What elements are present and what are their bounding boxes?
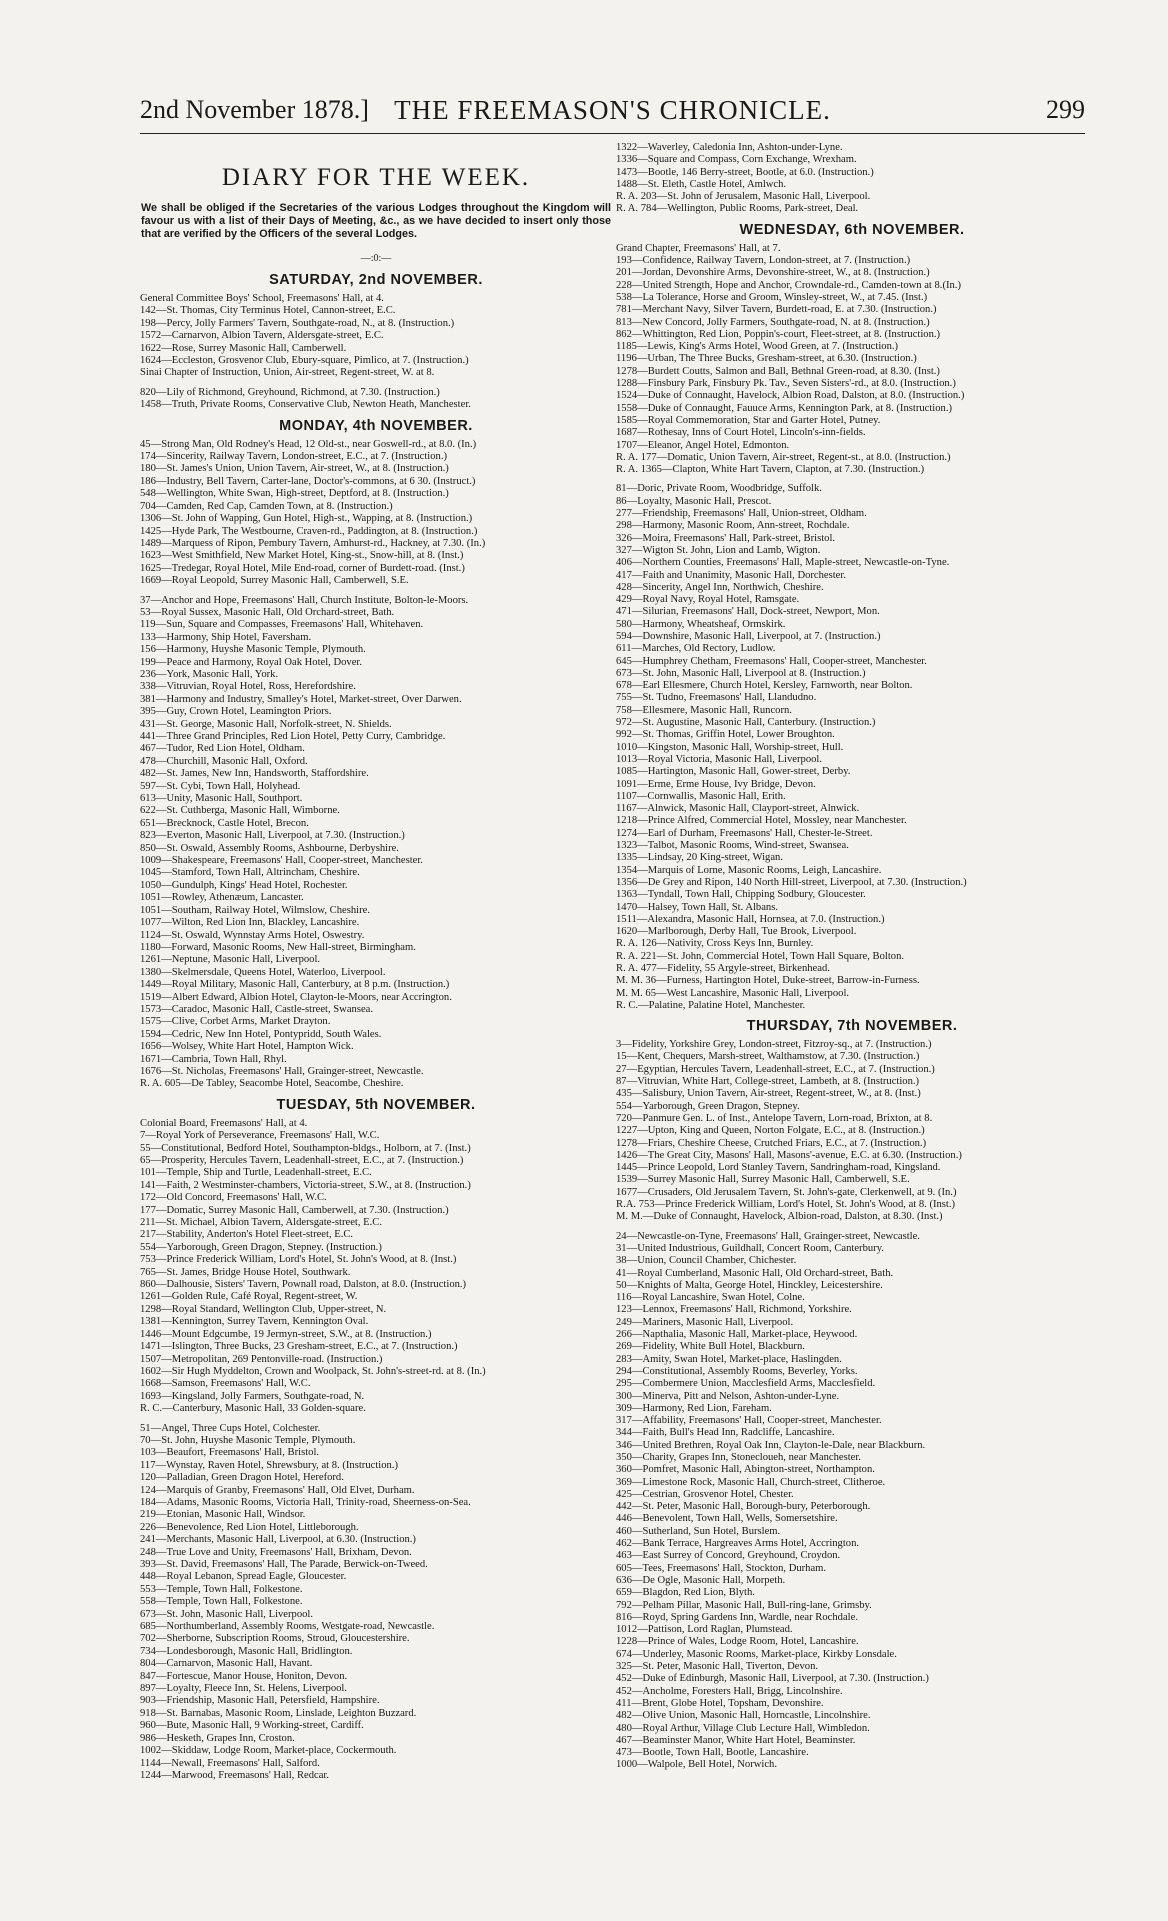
lodge-entry: General Committee Boys' School, Freemasons' Hall, at 4. <box>140 293 384 304</box>
lodge-entry: 960—Bute, Masonic Hall, 9 Working-street, Cardiff. <box>140 1720 364 1732</box>
lodge-entry: 425—Cestrian, Grosvenor Hotel, Chester. <box>616 1488 794 1500</box>
lodge-entry: 467—Tudor, Red Lion Hotel, Oldham. <box>140 743 305 755</box>
lodge-entry: 1676—St. Nicholas, Freemasons' Hall, Grainger-street, Newcastle. <box>140 1065 424 1077</box>
issue-date: 2nd November 1878.] <box>140 95 369 124</box>
lodge-entry: 1488—St. Eleth, Castle Hotel, Amlwch. <box>616 178 787 190</box>
lodge-entry: 452—Ancholme, Foresters Hall, Brigg, Lincolnshire. <box>616 1685 843 1697</box>
lodge-entry: 226—Benevolence, Red Lion Hotel, Littleborough. <box>140 1521 359 1533</box>
tuesday-entries <box>140 1118 612 1783</box>
lodge-entry: 266—Napthalia, Masonic Hall, Market-place, Heywood. <box>616 1329 858 1341</box>
lodge-entry: R.A. 753—Prince Frederick William, Lord's Hotel, St. John's Wood, at 8. (Inst.) <box>616 1199 956 1211</box>
lodge-entry: 50—Knights of Malta, George Hotel, Hinckley, Leicestershire. <box>616 1279 883 1291</box>
lodge-entry: 1573—Caradoc, Masonic Hall, Castle-street, Swansea. <box>140 1003 374 1015</box>
lodge-entry: 597—St. Cybi, Town Hall, Holyhead. <box>140 780 301 792</box>
lodge-entry: 294—Constitutional, Assembly Rooms, Beverley, Yorks. <box>616 1365 858 1377</box>
lodge-entry: 248—True Love and Unity, Freemasons' Hall, Brixham, Devon. <box>140 1546 412 1558</box>
lodge-entry: 1572—Carnarvon, Albion Tavern, Aldersgate-street, E.C. <box>140 330 384 342</box>
lodge-entry: R. A. 784—Wellington, Public Rooms, Park-street, Deal. <box>616 203 859 215</box>
lodge-entry: 219—Etonian, Masonic Hall, Windsor. <box>140 1509 306 1521</box>
lodge-entry: 753—Prince Frederick William, Lord's Hotel, St. John's Wood, at 8. (Inst.) <box>140 1254 457 1266</box>
header-rule <box>140 133 1085 134</box>
lodge-entry: R. C.—Canterbury, Masonic Hall, 33 Golden-square. <box>140 1403 366 1415</box>
lodge-entry: 53—Royal Sussex, Masonic Hall, Old Orchard-street, Bath. <box>140 606 395 618</box>
lodge-entry: 87—Vitruvian, White Hart, College-street, Lambeth, at 8. (Instruction.) <box>616 1076 920 1088</box>
lodge-entry: 580—Harmony, Wheatsheaf, Ormskirk. <box>616 618 786 630</box>
lodge-entry: 645—Humphrey Chetham, Freemasons' Hall, Cooper-street, Manchester. <box>616 655 927 667</box>
lodge-entry: 673—St. John, Masonic Hall, Liverpool at 8. (Instruction.) <box>616 667 866 679</box>
lodge-entry: 1671—Cambria, Town Hall, Rhyl. <box>140 1053 287 1065</box>
lodge-entry: 860—Dalhousie, Sisters' Tavern, Pownall road, Dalston, at 8.0. (Instruction.) <box>140 1279 467 1291</box>
lodge-entry: 24—Newcastle-on-Tyne, Freemasons' Hall, Grainger-street, Newcastle. <box>616 1230 920 1242</box>
lodge-entry: 678—Earl Ellesmere, Church Hotel, Kersley, Farnworth, near Bolton. <box>616 680 913 692</box>
lodge-entry: 1306—St. John of Wapping, Gun Hotel, High-st., Wapping, at 8. (Instruction.) <box>140 513 473 525</box>
lodge-entry: 897—Loyalty, Fleece Inn, St. Helens, Liverpool. <box>140 1683 348 1695</box>
lodge-entry: 184—Adams, Masonic Rooms, Victoria Hall, Trinity-road, Sheerness-on-Sea. <box>140 1496 471 1508</box>
lodge-entry: 1585—Royal Commemoration, Star and Garter Hotel, Putney. <box>616 414 881 426</box>
lodge-entry: 482—Olive Union, Masonic Hall, Horncastle, Lincolnshire. <box>616 1710 871 1722</box>
lodge-entry: 1278—Burdett Coutts, Salmon and Ball, Bethnal Green-road, at 8.30. (Inst.) <box>616 365 940 377</box>
lodge-entry: 986—Hesketh, Grapes Inn, Croston. <box>140 1732 295 1744</box>
lodge-entry: 636—De Ogle, Masonic Hall, Morpeth. <box>616 1574 786 1586</box>
lodge-entry: 1381—Kennington, Surrey Tavern, Kennington Oval. <box>140 1316 369 1328</box>
lodge-entry: 1228—Prince of Wales, Lodge Room, Hotel, Lancashire. <box>616 1636 859 1648</box>
lodge-entry: 360—Pomfret, Masonic Hall, Abington-street, Northampton. <box>616 1464 875 1476</box>
lodge-entry: 123—Lennox, Freemasons' Hall, Richmond, Yorkshire. <box>616 1304 852 1316</box>
lodge-entry: 211—St. Michael, Albion Tavern, Aldersgate-street, E.C. <box>140 1217 382 1229</box>
lodge-entry: 448—Royal Lebanon, Spread Eagle, Gloucester. <box>140 1571 347 1583</box>
lodge-entry: 558—Temple, Town Hall, Folkestone. <box>140 1596 303 1608</box>
lodge-entry: 344—Faith, Bull's Head Inn, Radcliffe, Lancashire. <box>616 1427 835 1439</box>
lodge-entry: 1010—Kingston, Masonic Hall, Worship-street, Hull. <box>616 741 844 753</box>
lodge-entry: 1668—Samson, Freemasons' Hall, W.C. <box>140 1378 311 1390</box>
lodge-entry: 325—St. Peter, Masonic Hall, Tiverton, Devon. <box>616 1661 819 1673</box>
group-spacer <box>616 1224 1088 1231</box>
lodge-entry: 1519—Albert Edward, Albion Hotel, Clayton-le-Moors, near Accrington. <box>140 991 452 1003</box>
lodge-entry: Colonial Board, Freemasons' Hall, at 4. <box>140 1117 308 1129</box>
lodge-entry: 1050—Gundulph, Kings' Head Hotel, Rochester. <box>140 879 348 891</box>
lodge-entry: 435—Salisbury, Union Tavern, Air-street, Regent-street, W., at 8. (Inst.) <box>616 1088 921 1100</box>
wednesday-entries <box>616 243 1088 1012</box>
lodge-entry: 622—St. Cuthberga, Masonic Hall, Wimborne. <box>140 805 340 817</box>
lodge-entry: 186—Industry, Bell Tavern, Carter-lane, Doctor's-commons, at 6 30. (Instruct.) <box>140 475 476 487</box>
lodge-entry: 1051—Rowley, Athenæum, Lancaster. <box>140 892 304 904</box>
group-spacer <box>140 380 612 387</box>
monday-entries <box>140 439 612 1091</box>
lodge-entry: 478—Churchill, Masonic Hall, Oxford. <box>140 755 308 767</box>
lodge-entry: 1677—Crusaders, Old Jerusalem Tavern, St. John's-gate, Clerkenwell, at 9. (In.) <box>616 1186 957 1198</box>
lodge-entry: 429—Royal Navy, Royal Hotel, Ramsgate. <box>616 594 800 606</box>
lodge-entry: 393—St. David, Freemasons' Hall, The Parade, Berwick-on-Tweed. <box>140 1559 428 1570</box>
lodge-entry: 862—Whittington, Red Lion, Poppin's-court, Fleet-street, at 8. (Instruction.) <box>616 328 941 340</box>
lodge-entry: 1196—Urban, The Three Bucks, Gresham-street, at 6.30. (Instruction.) <box>616 353 917 365</box>
tuesday-cont-entries <box>616 142 1088 216</box>
lodge-entry: 446—Benevolent, Town Hall, Wells, Somersetshire. <box>616 1513 838 1525</box>
lodge-entry: 1620—Marlborough, Derby Hall, Tue Brook, Liverpool. <box>616 926 857 938</box>
lodge-entry: 119—Sun, Square and Compasses, Freemasons' Hall, Whitehaven. <box>140 619 424 631</box>
lodge-entry: 1539—Surrey Masonic Hall, Surrey Masonic Hall, Camberwell, S.E. <box>616 1174 910 1186</box>
lodge-entry: 1335—Lindsay, 20 King-street, Wigan. <box>616 852 783 864</box>
lodge-entry: 199—Peace and Harmony, Royal Oak Hotel, Dover. <box>140 656 363 668</box>
lodge-entry: 177—Domatic, Surrey Masonic Hall, Camberwell, at 7.30. (Instruction.) <box>140 1204 449 1216</box>
lodge-entry: 133—Harmony, Ship Hotel, Faversham. <box>140 631 312 643</box>
lodge-entry: 685—Northumberland, Assembly Rooms, Westgate-road, Newcastle. <box>140 1621 435 1633</box>
lodge-entry: 1013—Royal Victoria, Masonic Hall, Liverpool. <box>616 753 823 765</box>
lodge-entry: 65—Prosperity, Hercules Tavern, Leadenhall-street, E.C., at 7. (Instruction.) <box>140 1155 464 1166</box>
lodge-entry: 55—Constitutional, Bedford Hotel, Southampton-bldgs., Holborn, at 7. (Inst.) <box>140 1142 471 1154</box>
lodge-entry: 1322—Waverley, Caledonia Inn, Ashton-under-Lyne. <box>616 142 843 153</box>
lodge-entry: 482—St. James, New Inn, Handsworth, Staffordshire. <box>140 768 369 780</box>
lodge-entry: R. C.—Palatine, Palatine Hotel, Manchester. <box>616 999 806 1011</box>
lodge-entry: 1000—Walpole, Bell Hotel, Norwich. <box>616 1759 777 1771</box>
lodge-entry: 1380—Skelmersdale, Queens Hotel, Waterloo, Liverpool. <box>140 966 386 978</box>
lodge-entry: 659—Blagdon, Red Lion, Blyth. <box>616 1587 755 1599</box>
lodge-entry: 417—Faith and Unanimity, Masonic Hall, Dorchester. <box>616 569 846 581</box>
lodge-entry: 1002—Skiddaw, Lodge Room, Market-place, Cockermouth. <box>140 1745 397 1757</box>
lodge-entry: 3—Fidelity, Yorkshire Grey, London-street, Fitzroy-sq., at 7. (Instruction.) <box>616 1039 932 1051</box>
lodge-entry: 193—Confidence, Railway Tavern, London-street, at 7. (Instruction.) <box>616 255 911 267</box>
lodge-entry: 201—Jordan, Devonshire Arms, Devonshire-street, W., at 8. (Instruction.) <box>616 267 930 279</box>
lodge-entry: 1425—Hyde Park, The Westbourne, Craven-rd., Paddington, at 8. (Instruction.) <box>140 525 478 537</box>
lodge-entry: 326—Moira, Freemasons' Hall, Park-street, Bristol. <box>616 532 836 544</box>
lodge-entry: 411—Brent, Globe Hotel, Topsham, Devonshire. <box>616 1697 824 1709</box>
lodge-entry: 1507—Metropolitan, 269 Pentonville-road. (Instruction.) <box>140 1353 383 1365</box>
lodge-entry: R. A. 477—Fidelity, 55 Argyle-street, Birkenhead. <box>616 963 830 974</box>
lodge-entry: 813—New Concord, Jolly Farmers, Southgate-road, N. at 8. (Instruction.) <box>616 316 930 328</box>
lodge-entry: 704—Camden, Red Cap, Camden Town, at 8. (Instruction.) <box>140 500 393 512</box>
lodge-entry: 1687—Rothesay, Inns of Court Hotel, Lincoln's-inn-fields. <box>616 427 866 439</box>
lodge-entry: 1594—Cedric, New Inn Hotel, Pontypridd, South Wales. <box>140 1028 382 1040</box>
lodge-entry: 1446—Mount Edgcumbe, 19 Jermyn-street, S.W., at 8. (Instruction.) <box>140 1328 432 1340</box>
lodge-entry: 45—Strong Man, Old Rodney's Head, 12 Old-st., near Goswell-rd., at 8.0. (In.) <box>140 438 477 450</box>
lodge-entry: 1012—Pattison, Lord Raglan, Plumstead. <box>616 1624 793 1636</box>
lodge-entry: 31—United Industrious, Guildhall, Concert Room, Canterbury. <box>616 1242 884 1254</box>
lodge-entry: 1470—Halsey, Town Hall, St. Albans. <box>616 901 778 913</box>
lodge-entry: 15—Kent, Chequers, Marsh-street, Walthamstow, at 7.30. (Instruction.) <box>616 1051 920 1063</box>
lodge-entry: 1693—Kingsland, Jolly Farmers, Southgate-road, N. <box>140 1390 365 1402</box>
lodge-entry: 51—Angel, Three Cups Hotel, Colchester. <box>140 1422 321 1434</box>
lodge-entry: 1261—Neptune, Masonic Hall, Liverpool. <box>140 954 321 966</box>
lodge-entry: 317—Affability, Freemasons' Hall, Cooper-street, Manchester. <box>616 1415 882 1427</box>
lodge-entry: 823—Everton, Masonic Hall, Liverpool, at 7.30. (Instruction.) <box>140 830 405 842</box>
lodge-entry: 1244—Marwood, Freemasons' Hall, Redcar. <box>140 1769 330 1781</box>
lodge-entry: 1458—Truth, Private Rooms, Conservative Club, Newton Heath, Manchester. <box>140 399 471 411</box>
lodge-entry: 816—Royd, Spring Gardens Inn, Wardle, near Rochdale. <box>616 1611 858 1623</box>
lodge-entry: 1623—West Smithfield, New Market Hotel, King-st., Snow-hill, at 8. (Inst.) <box>140 550 464 562</box>
lodge-entry: 1288—Finsbury Park, Finsbury Pk. Tav., Seven Sisters'-rd., at 8.0. (Instruction.) <box>616 378 956 390</box>
lodge-entry: R. A. 126—Nativity, Cross Keys Inn, Burnley. <box>616 938 814 950</box>
lodge-entry: 338—Vitruvian, Royal Hotel, Ross, Herefordshire. <box>140 681 356 693</box>
lodge-entry: 41—Royal Cumberland, Masonic Hall, Old Orchard-street, Bath. <box>616 1267 894 1279</box>
lodge-entry: M. M. 36—Furness, Hartington Hotel, Duke-street, Barrow-in-Furness. <box>616 975 920 987</box>
lodge-entry: 120—Palladian, Green Dragon Hotel, Hereford. <box>140 1472 344 1484</box>
lodge-entry: 124—Marquis of Granby, Freemasons' Hall, Old Elvet, Durham. <box>140 1484 415 1496</box>
lodge-entry: 903—Friendship, Masonic Hall, Petersfield, Hampshire. <box>140 1695 380 1707</box>
publication-title: THE FREEMASON'S CHRONICLE. <box>394 95 831 125</box>
lodge-entry: 283—Amity, Swan Hotel, Market-place, Haslingden. <box>616 1353 842 1365</box>
lodge-entry: 1354—Marquis of Lorne, Masonic Rooms, Leigh, Lancashire. <box>616 864 882 876</box>
lodge-entry: 820—Lily of Richmond, Greyhound, Richmond, at 7.30. (Instruction.) <box>140 386 440 398</box>
lodge-entry: 720—Panmure Gen. L. of Inst., Antelope Tavern, Lorn-road, Brixton, at 8. <box>616 1112 933 1124</box>
lodge-entry: 781—Merchant Navy, Silver Tavern, Burdett-road, E. at 7.30. (Instruction.) <box>616 304 937 316</box>
lodge-entry: 1107—Cornwallis, Masonic Hall, Erith. <box>616 790 786 802</box>
lodge-entry: 553—Temple, Town Hall, Folkestone. <box>140 1583 303 1595</box>
lodge-entry: M. M.—Duke of Connaught, Havelock, Albion-road, Dalston, at 8.30. (Inst.) <box>616 1211 943 1223</box>
group-spacer <box>616 476 1088 483</box>
lodge-entry: 473—Bootle, Town Hall, Bootle, Lancashire. <box>616 1747 809 1759</box>
group-spacer <box>140 1416 612 1423</box>
lodge-entry: 1091—Erme, Erme House, Ivy Bridge, Devon. <box>616 778 816 790</box>
lodge-entry: 350—Charity, Grapes Inn, Stonecloueh, near Manchester. <box>616 1451 861 1463</box>
lodge-entry: 198—Percy, Jolly Farmers' Tavern, Southgate-road, N., at 8. (Instruction.) <box>140 317 455 329</box>
lodge-entry: 765—St. James, Bridge House Hotel, Southwark. <box>140 1266 351 1278</box>
ornament-divider: —:0:— <box>360 253 392 264</box>
saturday-entries <box>140 293 612 412</box>
lodge-entry: 1278—Friars, Cheshire Cheese, Crutched Friars, E.C., at 7. (Instruction.) <box>616 1137 927 1149</box>
lodge-entry: 249—Mariners, Masonic Hall, Liverpool. <box>616 1316 794 1328</box>
lodge-entry: 1363—Tyndall, Town Hall, Chipping Sodbury, Gloucester. <box>616 889 866 901</box>
lodge-entry: 1227—Upton, King and Queen, Norton Folgate, E.C., at 8. (Instruction.) <box>616 1125 925 1137</box>
lodge-entry: 1185—Lewis, King's Arms Hotel, Wood Green, at 7. (Instruction.) <box>616 341 899 353</box>
lodge-entry: 538—La Tolerance, Horse and Groom, Winsley-street, W., at 7.45. (Inst.) <box>616 291 928 303</box>
lodge-entry: 471—Silurian, Freemasons' Hall, Dock-street, Newport, Mon. <box>616 606 880 618</box>
lodge-entry: 103—Beaufort, Freemasons' Hall, Bristol. <box>140 1447 320 1459</box>
lodge-entry: 228—United Strength, Hope and Anchor, Crowndale-rd., Camden-town at 8.(In.) <box>616 279 961 291</box>
page-number: 299 <box>1046 95 1085 124</box>
lodge-entry: 27—Egyptian, Hercules Tavern, Leadenhall-street, E.C., at 7. (Instruction.) <box>616 1063 935 1075</box>
lodge-entry: 755—St. Tudno, Freemasons' Hall, Llandudno. <box>616 692 817 704</box>
lodge-entry: 295—Combermere Union, Macclesfield Arms, Macclesfield. <box>616 1378 876 1390</box>
lodge-entry: 395—Guy, Crown Hotel, Leamington Priors. <box>140 706 332 718</box>
lodge-entry: 1218—Prince Alfred, Commercial Hotel, Mossley, near Manchester. <box>616 815 907 827</box>
lodge-entry: 70—St. John, Huyshe Masonic Temple, Plymouth. <box>140 1434 356 1446</box>
lodge-entry: 117—Wynstay, Raven Hotel, Shrewsbury, at 8. (Instruction.) <box>140 1459 398 1471</box>
lodge-entry: 467—Beaminster Manor, White Hart Hotel, Beaminster. <box>616 1734 856 1746</box>
lodge-entry: 1356—De Grey and Ripon, 140 North Hill-street, Liverpool, at 7.30. (Instruction.) <box>616 876 967 888</box>
lodge-entry: R. A. 1365—Clapton, White Hart Tavern, Clapton, at 7.30. (Instruction.) <box>616 464 925 476</box>
diary-title: DIARY FOR THE WEEK. <box>221 164 531 191</box>
lodge-entry: 673—St. John, Masonic Hall, Liverpool. <box>140 1608 314 1620</box>
lodge-entry: R. A. 605—De Tabley, Seacombe Hotel, Seacombe, Cheshire. <box>140 1078 404 1090</box>
lodge-entry: 1298—Royal Standard, Wellington Club, Upper-street, N. <box>140 1303 387 1315</box>
lodge-entry: 300—Minerva, Pitt and Nelson, Ashton-under-Lyne. <box>616 1390 840 1402</box>
lodge-entry: 554—Yarborough, Green Dragon, Stepney. (Instruction.) <box>140 1241 382 1253</box>
lodge-entry: 1336—Square and Compass, Corn Exchange, Wrexham. <box>616 154 857 166</box>
lodge-entry: 462—Bank Terrace, Hargreaves Arms Hotel, Accrington. <box>616 1538 860 1550</box>
lodge-entry: 1471—Islington, Three Bucks, 23 Gresham-street, E.C., at 7. (Instruction.) <box>140 1341 458 1353</box>
lodge-entry: 7—Royal York of Perseverance, Freemasons' Hall, W.C. <box>140 1130 380 1142</box>
lodge-entry: 674—Underley, Masonic Rooms, Market-place, Kirkby Lonsdale. <box>616 1648 897 1660</box>
lodge-entry: 172—Old Concord, Freemasons' Hall, W.C. <box>140 1192 327 1204</box>
lodge-entry: 918—St. Barnabas, Masonic Room, Linslade, Leighton Buzzard. <box>140 1707 417 1719</box>
lodge-entry: 101—Temple, Ship and Turtle, Leadenhall-street, E.C. <box>140 1167 372 1179</box>
lodge-entry: 38—Union, Council Chamber, Chichester. <box>616 1255 797 1267</box>
lodge-entry: 594—Downshire, Masonic Hall, Liverpool, at 7. (Instruction.) <box>616 630 881 642</box>
lodge-entry: 1575—Clive, Corbet Arms, Market Drayton. <box>140 1016 331 1028</box>
lodge-entry: 463—East Surrey of Concord, Greyhound, Croydon. <box>616 1550 841 1562</box>
lodge-entry: 734—Londesborough, Masonic Hall, Bridlington. <box>140 1645 353 1657</box>
saturday-heading: SATURDAY, 2nd NOVEMBER. <box>269 272 483 288</box>
lodge-entry: 1009—Shakespeare, Freemasons' Hall, Cooper-street, Manchester. <box>140 855 423 867</box>
lodge-entry: 37—Anchor and Hope, Freemasons' Hall, Church Institute, Bolton-le-Moors. <box>140 594 469 606</box>
lodge-entry: 441—Three Grand Principles, Red Lion Hotel, Petty Curry, Cambridge. <box>140 731 446 742</box>
lodge-entry: R. A. 221—St. John, Commercial Hotel, Town Hall Square, Bolton. <box>616 950 905 962</box>
lodge-entry: 142—St. Thomas, City Terminus Hotel, Cannon-street, E.C. <box>140 305 396 317</box>
lodge-entry: 1274—Earl of Durham, Freemasons' Hall, Chester-le-Street. <box>616 827 873 839</box>
lodge-entry: 1449—Royal Military, Masonic Hall, Canterbury, at 8 p.m. (Instruction.) <box>140 979 450 991</box>
lodge-entry: 1323—Talbot, Masonic Rooms, Wind-street, Swansea. <box>616 840 849 852</box>
lodge-entry: 277—Friendship, Freemasons' Hall, Union-street, Oldham. <box>616 508 867 520</box>
lodge-entry: 1669—Royal Leopold, Surrey Masonic Hall, Camberwell, S.E. <box>140 575 409 587</box>
page-header <box>140 95 1085 131</box>
lodge-entry: 1625—Tredegar, Royal Hotel, Mile End-road, corner of Burdett-road. (Inst.) <box>140 562 465 574</box>
lodge-entry: R. A. 203—St. John of Jerusalem, Masonic Hall, Liverpool. <box>616 191 871 203</box>
lodge-entry: 1045—Stamford, Town Hall, Altrincham, Cheshire. <box>140 867 360 879</box>
lodge-entry: 1624—Eccleston, Grosvenor Club, Ebury-square, Pimlico, at 7. (Instruction.) <box>140 355 469 367</box>
lodge-entry: 442—St. Peter, Masonic Hall, Borough-bury, Peterborough. <box>616 1501 871 1513</box>
lodge-entry: 1180—Forward, Masonic Rooms, New Hall-street, Birmingham. <box>140 941 416 953</box>
lodge-entry: 1261—Golden Rule, Café Royal, Regent-street, W. <box>140 1291 358 1303</box>
lodge-entry: 548—Wellington, White Swan, High-street, Deptford, at 8. (Instruction.) <box>140 488 449 500</box>
lodge-entry: 1085—Hartington, Masonic Hall, Gower-street, Derby. <box>616 766 851 778</box>
lodge-entry: 141—Faith, 2 Westminster-chambers, Victoria-street, S.W., at 8. (Instruction.) <box>140 1179 471 1191</box>
lodge-entry: 1051—Southam, Railway Hotel, Wilmslow, Cheshire. <box>140 904 370 916</box>
lodge-entry: 758—Ellesmere, Masonic Hall, Runcorn. <box>616 704 792 716</box>
lodge-entry: 236—York, Masonic Hall, York. <box>140 668 279 680</box>
lodge-entry: 1558—Duke of Connaught, Fauuce Arms, Kennington Park, at 8. (Instruction.) <box>616 402 953 414</box>
lodge-entry: 1524—Duke of Connaught, Havelock, Albion Road, Dalston, at 8.0. (Instruction.) <box>616 390 965 402</box>
lodge-entry: 116—Royal Lancashire, Swan Hotel, Colne. <box>616 1292 805 1304</box>
lodge-entry: M. M. 65—West Lancashire, Masonic Hall, Liverpool. <box>616 987 850 999</box>
lodge-entry: 1144—Newall, Freemasons' Hall, Salford. <box>140 1757 320 1769</box>
lodge-entry: 327—Wigton St. John, Lion and Lamb, Wigton. <box>616 544 821 556</box>
lodge-entry: 1124—St. Oswald, Wynnstay Arms Hotel, Oswestry. <box>140 929 365 941</box>
lodge-entry: 605—Tees, Freemasons' Hall, Stockton, Durham. <box>616 1562 827 1574</box>
lodge-entry: R. A. 177—Domatic, Union Tavern, Air-street, Regent-st., at 8.0. (Instruction.) <box>616 451 951 463</box>
lodge-entry: 651—Brecknock, Castle Hotel, Brecon. <box>140 817 309 829</box>
lodge-entry: 381—Harmony and Industry, Smalley's Hotel, Market-street, Over Darwen. <box>140 693 462 705</box>
lodge-entry: 1473—Bootle, 146 Berry-street, Bootle, at 6.0. (Instruction.) <box>616 166 874 178</box>
lodge-entry: 1656—Wolsey, White Hart Hotel, Hampton Wick. <box>140 1041 354 1053</box>
lodge-entry: 269—Fidelity, White Bull Hotel, Blackburn. <box>616 1341 805 1353</box>
lodge-entry: 480—Royal Arthur, Village Club Lecture Hall, Wimbledon. <box>616 1722 870 1734</box>
lodge-entry: 992—St. Thomas, Griffin Hotel, Lower Broughton. <box>616 729 835 741</box>
tuesday-heading: TUESDAY, 5th NOVEMBER. <box>276 1096 476 1113</box>
monday-heading: MONDAY, 4th NOVEMBER. <box>279 417 473 434</box>
lodge-entry: 156—Harmony, Huyshe Masonic Temple, Plymouth. <box>140 644 366 656</box>
lodge-entry: 1489—Marquess of Ripon, Pembury Tavern, Amhurst-rd., Hackney, at 7.30. (In.) <box>140 537 486 549</box>
lodge-entry: 428—Sincerity, Angel Inn, Northwich, Cheshire. <box>616 581 824 593</box>
lodge-entry: 702—Sherborne, Subscription Rooms, Stroud, Gloucestershire. <box>140 1633 410 1645</box>
lodge-entry: 1445—Prince Leopold, Lord Stanley Tavern, Sandringham-road, Kingsland. <box>616 1162 941 1174</box>
lodge-entry: 1602—Sir Hugh Myddelton, Crown and Woolpack, St. John's-street-rd. at 8. (In.) <box>140 1365 486 1377</box>
lodge-entry: 804—Carnarvon, Masonic Hall, Havant. <box>140 1658 313 1670</box>
lodge-entry: 460—Sutherland, Sun Hotel, Burslem. <box>616 1525 781 1537</box>
lodge-entry: 1077—Wilton, Red Lion Inn, Blackley, Lancashire. <box>140 917 360 929</box>
lodge-entry: 241—Merchants, Masonic Hall, Liverpool, at 6.30. (Instruction.) <box>140 1534 416 1546</box>
lodge-entry: 406—Northern Counties, Freemasons' Hall, Maple-street, Newcastle-on-Tyne. <box>616 557 950 569</box>
lodge-entry: 1511—Alexandra, Masonic Hall, Hornsea, at 7.0. (Instruction.) <box>616 913 885 925</box>
lodge-entry: 81—Doric, Private Room, Woodbridge, Suffolk. <box>616 483 822 495</box>
lodge-entry: 1426—The Great City, Masons' Hall, Masons'-avenue, E.C. at 6.30. (Instruction.) <box>616 1149 962 1161</box>
lodge-entry: 309—Harmony, Red Lion, Fareham. <box>616 1402 772 1414</box>
right-column <box>616 142 1088 1907</box>
lodge-entry: 452—Duke of Edinburgh, Masonic Hall, Liverpool, at 7.30. (Instruction.) <box>616 1673 929 1685</box>
left-column <box>140 142 612 1907</box>
lodge-entry: 1622—Rose, Surrey Masonic Hall, Camberwell. <box>140 342 347 354</box>
group-spacer <box>140 588 612 595</box>
lodge-entry: 431—St. George, Masonic Hall, Norfolk-street, N. Shields. <box>140 718 392 730</box>
lodge-entry: 1707—Eleanor, Angel Hotel, Edmonton. <box>616 439 790 451</box>
thursday-heading: THURSDAY, 7th NOVEMBER. <box>746 1018 958 1035</box>
lodge-entry: 792—Pelham Pillar, Masonic Hall, Bull-ring-lane, Grimsby. <box>616 1599 872 1611</box>
lodge-entry: 847—Fortescue, Manor House, Honiton, Devon. <box>140 1670 348 1682</box>
lodge-entry: 369—Limestone Rock, Masonic Hall, Church-street, Clitheroe. <box>616 1476 886 1488</box>
lodge-entry: 613—Unity, Masonic Hall, Southport. <box>140 793 303 805</box>
lodge-entry: 346—United Brethren, Royal Oak Inn, Clayton-le-Dale, near Blackburn. <box>616 1439 926 1451</box>
lodge-entry: 554—Yarborough, Green Dragon, Stepney. <box>616 1100 800 1112</box>
lodge-entry: 611—Marches, Old Rectory, Ludlow. <box>616 643 776 655</box>
lodge-entry: 298—Harmony, Masonic Room, Ann-street, Rochdale. <box>616 520 850 532</box>
lodge-entry: 850—St. Oswald, Assembly Rooms, Ashbourne, Derbyshire. <box>140 842 399 854</box>
lodge-entry: 174—Sincerity, Railway Tavern, London-street, E.C., at 7. (Instruction.) <box>140 451 447 463</box>
lodge-entry: 86—Loyalty, Masonic Hall, Prescot. <box>616 495 772 507</box>
lodge-entry: Grand Chapter, Freemasons' Hall, at 7. <box>616 242 781 254</box>
lodge-entry: 217—Stability, Anderton's Hotel Fleet-street, E.C. <box>140 1229 354 1241</box>
lodge-entry: Sinai Chapter of Instruction, Union, Air-street, Regent-street, W. at 8. <box>140 367 435 379</box>
diary-intro: We shall be obliged if the Secretaries of the various Lodges throughout the Kingdom will favour us with a list of their Days of Meeting, &c., as we have decided to insert only those that are verified by the Officers of the several Lodges. <box>141 202 611 240</box>
lodge-entry: 180—St. James's Union, Union Tavern, Air-street, W., at 8. (Instruction.) <box>140 463 449 475</box>
lodge-entry: 972—St. Augustine, Masonic Hall, Canterbury. (Instruction.) <box>616 717 876 729</box>
thursday-entries <box>616 1039 1088 1772</box>
lodge-entry: 1167—Alnwick, Masonic Hall, Clayport-street, Alnwick. <box>616 803 860 815</box>
wednesday-heading: WEDNESDAY, 6th NOVEMBER. <box>739 221 965 238</box>
